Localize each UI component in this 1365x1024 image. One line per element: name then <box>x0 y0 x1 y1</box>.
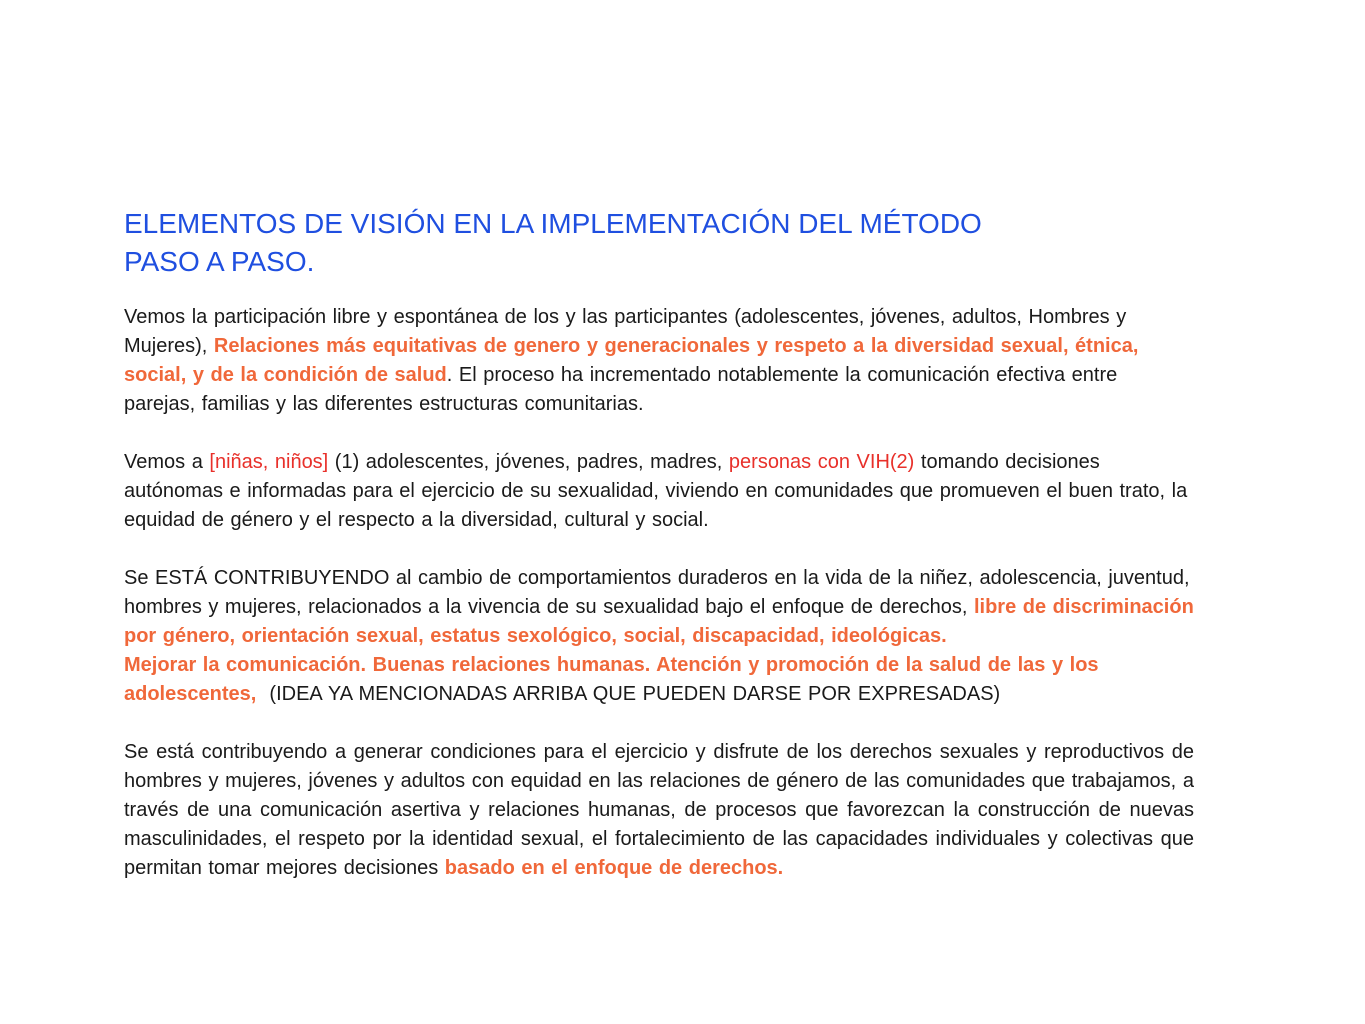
p5-text-1: Se está contribuyendo a generar condiciones para el ejercicio y disfrute de los derechos sexuales y reproductivos de hombres y mujeres, jóvenes y adultos con equidad en las relaciones de género de las comunidades que trabajamos, a través de una comunicación asertiva y relaciones humanas, de procesos que favorezcan la construcción de nuevas masculinidades, el respeto por la identidad sexual, el fortalecimiento de las capacidades individuales y colectivas que permitan tomar mejores decisiones <box>124 741 1194 879</box>
p2-red-hiv: personas con VIH(2) <box>728 451 915 473</box>
p2-text-2: (1) adolescentes, jóvenes, padres, madres, <box>328 451 729 473</box>
paragraph-participation <box>124 303 1194 419</box>
p3-text-1: Se ESTÁ CONTRIBUYENDO al cambio de comportamientos duraderos en la vida de la niñez, adolescencia, juventud, hombres y mujeres, relacionados a la vivencia de su sexualidad bajo el enfoque de derechos, <box>124 567 1190 618</box>
p1-text-1: Vemos la participación libre y espontánea de los y las participantes (adolescentes, jóvenes, adultos, Hombres y Mujeres), <box>124 306 1127 357</box>
p2-red-children: [niñas, niños] <box>209 451 329 473</box>
title-line-1: ELEMENTOS DE VISIÓN EN LA IMPLEMENTACIÓN DEL MÉTODO <box>124 208 982 239</box>
p2-text-1: Vemos a <box>124 451 210 473</box>
p2-text-3: tomando decisiones autónomas e informadas para el ejercicio de su sexualidad, viviendo en comunidades que promueven el buen trato, la equidad de género y el respecto a la diversidad, cultural y social. <box>124 451 1188 531</box>
paragraph-conditions <box>124 738 1194 883</box>
p4-text-1: (IDEA YA MENCIONADAS ARRIBA QUE PUEDEN DARSE POR EXPRESADAS) <box>256 683 1001 705</box>
p5-highlight: basado en el enfoque de derechos. <box>444 857 784 879</box>
document-body <box>124 205 1194 912</box>
document-title <box>124 205 1194 281</box>
p3-highlight: libre de discriminación por género, orientación sexual, estatus sexológico, social, discapacidad, ideológicas. <box>124 596 1194 647</box>
p1-text-2: . El proceso ha incrementado notablemente la comunicación efectiva entre parejas, familias y las diferentes estructuras comunitarias. <box>124 364 1118 415</box>
paragraph-communication <box>124 651 1194 709</box>
paragraph-contributing <box>124 564 1194 651</box>
title-line-2: PASO A PASO. <box>124 246 315 277</box>
p4-highlight: Mejorar la comunicación. Buenas relaciones humanas. Atención y promoción de la salud de las y los adolescentes, <box>124 654 1099 705</box>
paragraph-decisions <box>124 448 1194 535</box>
p1-highlight: Relaciones más equitativas de genero y generacionales y respeto a la diversidad sexual, étnica, social, y de la condición de salud <box>124 335 1139 386</box>
